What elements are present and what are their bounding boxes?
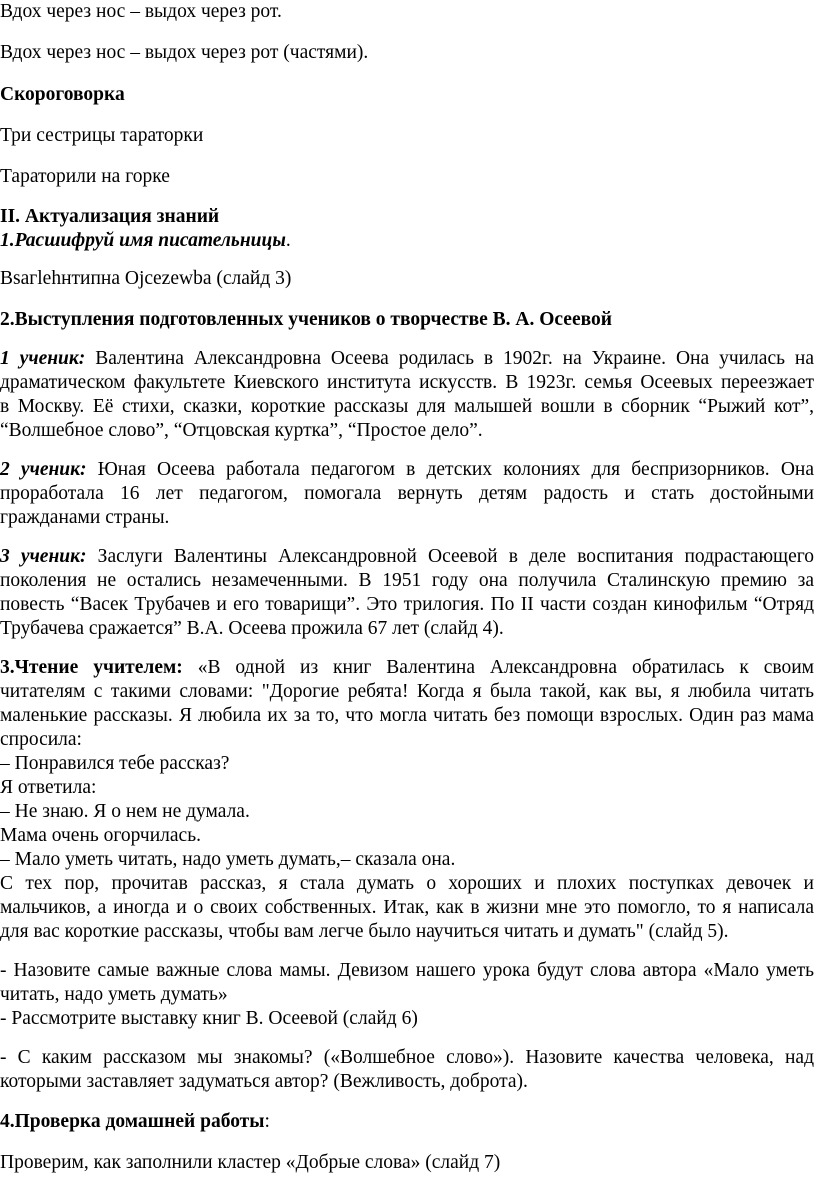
paragraph-line: - Рассмотрите выставку книг В. Осеевой (слайд 6) — [0, 1008, 418, 1029]
task-decode-label: 1.Расшифруй имя писательницы — [0, 230, 286, 251]
homework-check-line: Проверим, как заполнили кластер «Добрые слова» (слайд 7) — [0, 1152, 501, 1173]
paragraph-line: читателям с такими словами: "Дорогие ребята! Когда я была такой, как вы, я любила читать — [0, 681, 814, 702]
paragraph-line: 1 ученик: Валентина Александровна Осеева родилась в 1902г. на Украине. Она училась на — [0, 348, 815, 369]
paragraph-line: читать, надо уметь думать» — [0, 984, 228, 1005]
paragraph-line: Трубачева сражается” В.А. Осеева прожила 67 лет (слайд 4). — [0, 618, 504, 639]
paragraph-line: – Мало уметь читать, надо уметь думать,– сказала она. — [0, 849, 456, 870]
paragraph-line: для вас короткие рассказы, чтобы вам легче было научиться читать и думать" (слайд 5). — [0, 921, 729, 942]
paragraph-line: повесть “Васек Трубачев и его товарищи”. Это трилогия. По II части создан кинофильм “Отряд — [0, 594, 814, 615]
paragraph-line: - С каким рассказом мы знакомы? («Волшебное слово»). Назовите качества человека, над — [0, 1047, 814, 1068]
paragraph-line: Я ответила: — [0, 777, 97, 798]
paragraph-line: мальчиков, а иногда и о своих собственных. Итак, как в жизни мне это помогло, то я написала — [0, 897, 814, 918]
paragraph-line: в Москву. Её стихи, сказки, короткие рассказы для малышей вошли в сборник “Рыжий кот”, — [0, 396, 814, 417]
paragraph-line: “Волшебное слово”, “Отцовская куртка”, “Простое дело”. — [0, 420, 483, 441]
paragraph-line: гражданами страны. — [0, 507, 170, 528]
task-decode-dot: . — [285, 230, 291, 251]
breathing-instruction-2: Вдох через нос – выдох через рот (частями). — [0, 42, 369, 63]
student-2-label: 2 ученик: — [0, 459, 87, 480]
paragraph-line: которыми заставляет задуматься автор? (Вежливость, доброта). — [0, 1071, 528, 1092]
paragraph-line: 2 ученик: Юная Осеева работала педагогом в детских колониях для беспризорников. Она — [0, 459, 815, 480]
paragraph-line: С тех пор, прочитав рассказ, я стала думать о хороших и плохих поступках девочек и — [0, 873, 814, 894]
section-heading-presentations: 2.Выступления подготовленных учеников о творчестве В. А. Осеевой — [0, 309, 612, 330]
paragraph-line: проработала 16 лет педагогом, помогала вернуть детям радость и стать достойными — [0, 483, 814, 504]
paragraph-line: драматическом факультете Киевского института искусств. В 1923г. семья Осеевых переезжает — [0, 372, 814, 393]
paragraph-line: 3.Чтение учителем: «В одной из книг Валентина Александровна обратилась к своим — [0, 657, 814, 678]
breathing-instruction-1: Вдох через нос – выдох через рот. — [0, 1, 282, 22]
section-heading-tongue-twister: Скороговорка — [0, 84, 125, 105]
tongue-twister-line-1: Три сестрицы тараторки — [0, 125, 204, 146]
task-decode-name — [0, 229, 291, 253]
paragraph-line: 3 ученик: Заслуги Валентины Александровной Осеевой в деле воспитания подрастающего — [0, 546, 814, 567]
paragraph-line: – Понравился тебе рассказ? — [0, 753, 230, 774]
tongue-twister-line-2: Тараторили на горке — [0, 166, 170, 187]
section-heading-knowledge: II. Актуализация знаний — [0, 206, 220, 227]
paragraph-line: поколения не остались незамеченными. В 1951 году она получила Сталинскую премию за — [0, 570, 814, 591]
student-1-label: 1 ученик: — [0, 348, 86, 369]
cipher-text: Bsaгlehнтипна Ojcezewba (слайд 3) — [0, 268, 292, 289]
paragraph-line: – Не знаю. Я о нем не думала. — [0, 801, 250, 822]
paragraph-line: маленькие рассказы. Я любила их за то, что могла читать без помощи взрослых. Один раз мама — [0, 705, 814, 726]
student-3-label: 3 ученик: — [0, 546, 87, 567]
homework-heading: 4.Проверка домашней работы — [0, 1111, 265, 1132]
paragraph-line: спросила: — [0, 729, 82, 750]
teacher-reading-label: 3.Чтение учителем: — [0, 657, 183, 678]
section-heading-homework: 4.Проверка домашней работы: — [0, 1111, 270, 1132]
paragraph-line: - Назовите самые важные слова мамы. Девизом нашего урока будут слова автора «Мало уметь — [0, 960, 814, 981]
paragraph-line: Мама очень огорчилась. — [0, 825, 201, 846]
